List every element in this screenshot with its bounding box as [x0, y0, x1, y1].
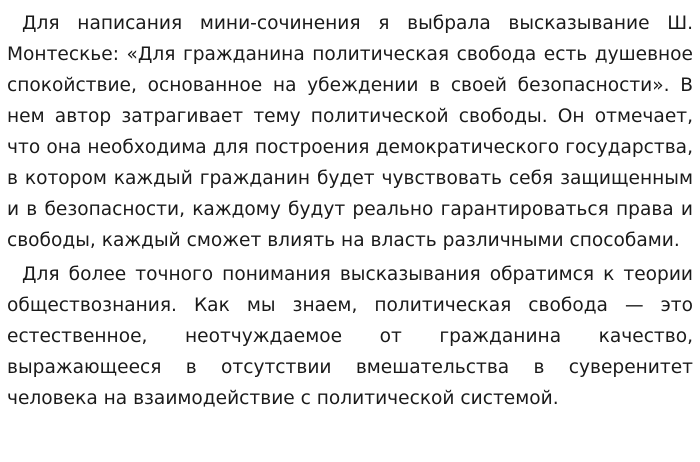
paragraph-1: Для написания мини-сочинения я выбрала высказывание Ш. Монтескье: «Для гражданина политическая свобода есть душевное спокойствие, основанное на убеждении в своей безопасности». В нем автор затрагивает тему политической свободы. Он отмечает, что она необходима для построения демократического государства, в котором каждый гражданин будет чувствовать себя защищенным и в безопасности, каждому будут реально гарантироваться права и свободы, каждый сможет влиять на власть различными способами. [7, 13, 693, 251]
paragraph-2: Для более точного понимания высказывания обратимся к теории обществознания. Как мы знаем, политическая свобода — это естественное, неотчуждаемое от гражданина качество, выражающееся в отсутствии вмешательства в суверенитет человека на взаимодействие с политической системой. [7, 264, 693, 409]
essay-text [7, 8, 693, 414]
